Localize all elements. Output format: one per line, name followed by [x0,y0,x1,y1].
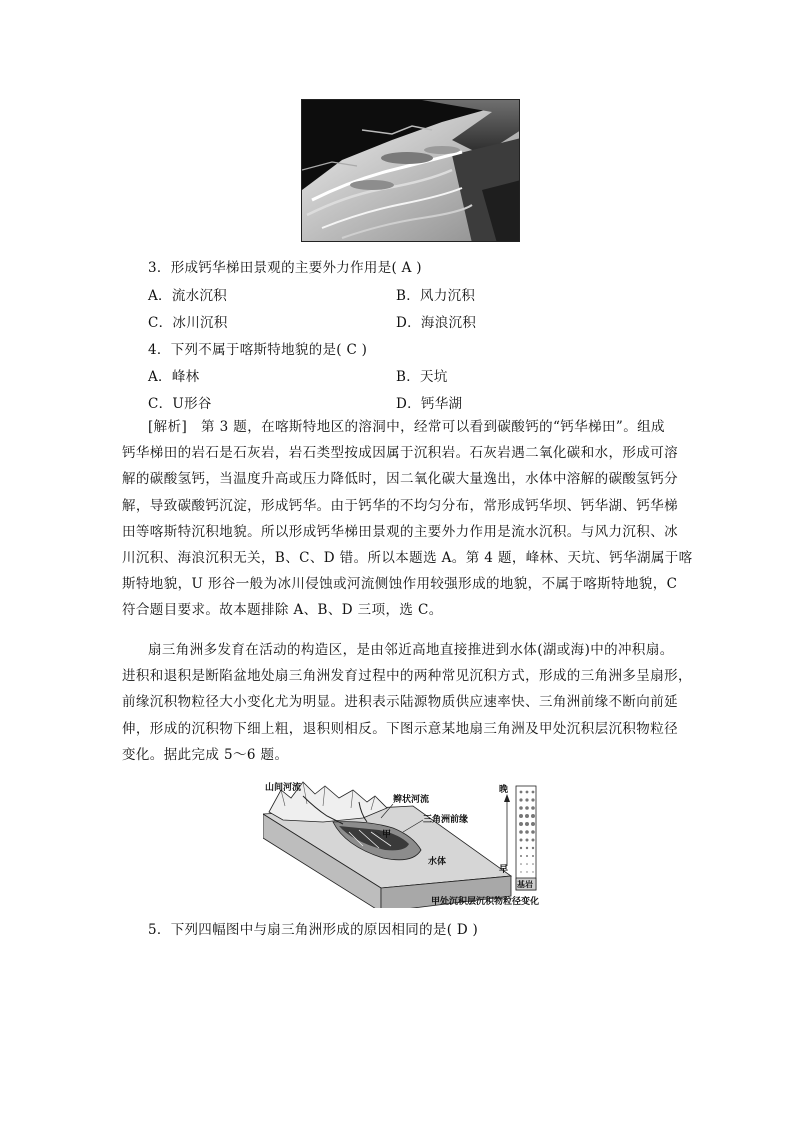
analysis-line: 川沉积、海浪沉积无关，B、C、D 错。所以本题选 A。第 4 题，峰林、天坑、钙华湖属于喀 [122,550,693,567]
question-3-option-a: A．流水沉积 [148,288,228,304]
question-5-stem: 5．下列四幅图中与扇三角洲形成的原因相同的是( D ) [148,922,479,938]
figure-caption: 甲处沉积层沉积物粒径变化 [431,897,540,907]
question-4-option-c: C．U形谷 [148,396,212,412]
question-3-option-b: B．风力沉积 [396,288,476,304]
question-3-option-d: D．海浪沉积 [396,315,477,331]
fan-delta-figure [263,776,563,908]
passage-line: 进积和退积是断陷盆地处扇三角洲发育过程中的两种常见沉积方式，形成的三角洲多呈扇形， [122,668,692,685]
label-early: 早 [499,865,509,875]
analysis-paragraph [122,414,693,624]
question-4-option-b: B．天坑 [396,369,448,385]
analysis-line: [解析] 第 3 题，在喀斯特地区的溶洞中，经常可以看到碳酸钙的“钙华梯田”。组成 [148,419,665,435]
label-braided-river: 辫状河流 [393,795,430,805]
label-late: 晚 [499,785,509,795]
question-3-option-c: C．冰川沉积 [148,315,228,331]
passage-line: 变化。据此完成 5～6 题。 [122,746,289,763]
passage-line: 前缘沉积物粒径大小变化尤为明显。进积表示陆源物质供应速率快、三角洲前缘不断向前延 [122,694,678,711]
label-water-body: 水体 [428,857,447,867]
analysis-line: 钙华梯田的岩石是石灰岩，岩石类型按成因属于沉积岩。石灰岩遇二氧化碳和水，形成可溶 [122,445,678,462]
analysis-line: 解，导致碳酸钙沉淀，形成钙华。由于钙华的不均匀分布，常形成钙华坝、钙华湖、钙华梯 [122,497,678,514]
passage-line: 扇三角洲多发育在活动的构造区，是由邻近高地直接推进到水体(湖或海)中的冲积扇。 [148,642,674,658]
travertine-terrace-image [302,100,520,242]
analysis-line: 解的碳酸氢钙，当温度升高或压力降低时，因二氧化碳大量逸出，水体中溶解的碳酸氢钙分 [122,471,678,488]
passage-paragraph [122,637,692,768]
question-4-stem: 4．下列不属于喀斯特地貌的是( C ) [148,342,368,358]
analysis-line: 田等喀斯特沉积地貌。所以形成钙华梯田景观的主要外力作用是流水沉积。与风力沉积、冰 [122,523,678,540]
label-jia: 甲 [382,830,392,840]
label-mountain-river: 山间河流 [265,783,302,793]
question-4-option-a: A．峰林 [148,369,200,385]
analysis-line: 符合题目要求。故本题排除 A、B、D 三项，选 C。 [122,602,443,619]
analysis-line: 斯特地貌，U 形谷一般为冰川侵蚀或河流侧蚀作用较强形成的地貌，不属于喀斯特地貌，C [122,576,678,593]
label-delta-front: 三角洲前缘 [423,815,469,825]
label-bedrock: 基岩 [517,880,533,889]
passage-line: 伸，形成的沉积物下细上粗，退积则相反。下图示意某地扇三角洲及甲处沉积层沉积物粒径 [122,720,678,737]
travertine-terrace-photo [301,99,520,242]
question-4-option-d: D．钙华湖 [396,396,463,412]
question-3-stem: 3．形成钙华梯田景观的主要外力作用是( A ) [148,260,422,276]
